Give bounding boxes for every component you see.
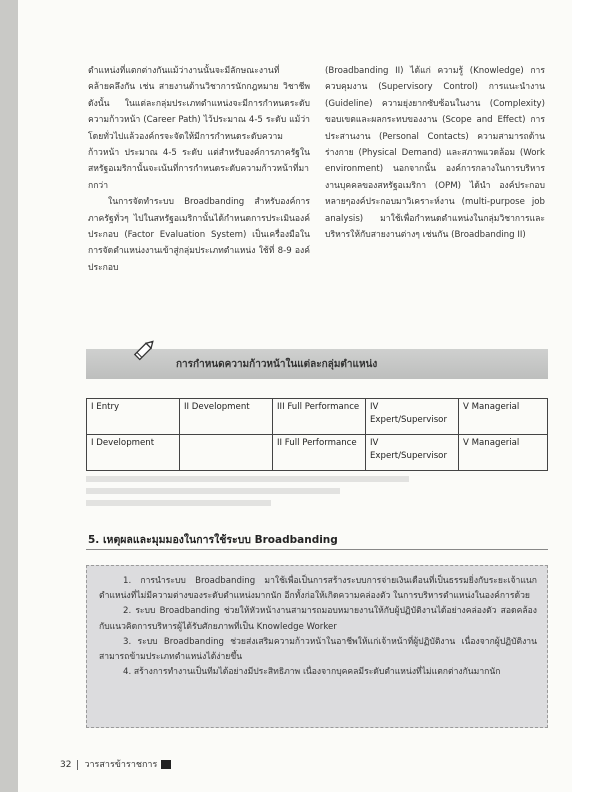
page-footer: [60, 757, 171, 771]
table-row: [87, 399, 548, 435]
journal-name: วารสารข้าราชการ: [84, 760, 158, 770]
scan-left-edge: [0, 0, 18, 792]
table-row: [87, 435, 548, 471]
right-paragraph: (Broadbanding II) ได้แก่ ความรู้ (Knowledge) การควบคุมงาน (Supervisory Control) การแนะนำงาน (Guideline) ความยุ่งยากซับซ้อนในงาน (Complexity) ขอบเขตและผลกระทบของงาน (Scope and Effect) การประสานงาน (Personal Contacts) ความสามารถด้านร่างกาย (Physical Demand) และสภาพแวดล้อม (Work environment) นอกจากนั้น องค์การกลางในการบริหารงานบุคคลของสหรัฐอเมริกา (OPM) ได้นำ องค์ประกอบหลายๆองค์ประกอบมาวิเคราะห์งาน (multi-purpose job analysis) มาใช้เพื่อกำหนดตำแหน่งในกลุ่มวิชาการและบริหารให้กับสายงานต่างๆ เช่นกัน (Broadbanding II): [325, 66, 545, 241]
section-title: 5. เหตุผลและมุมมองในการใช้ระบบ Broadbanding: [88, 534, 338, 546]
page-number: 32: [60, 760, 72, 770]
show-through-text: [86, 470, 548, 512]
table-cell: IV Expert/Supervisor: [366, 399, 459, 435]
reasons-box: [86, 565, 548, 728]
reason-item: 1. การนำระบบ Broadbanding มาใช้เพื่อเป็นการสร้างระบบการจ่ายเงินเดือนที่เป็นธรรมยิ่งกับระยะเจ้าแนกตำแหน่งที่ไม่มีความต่างของระดับตำแหน่งมากนัก อีกทั้งก่อให้เกิดความคล่องตัว ในการบริหารตำแหน่งในองค์การด้วย: [99, 576, 537, 602]
table-cell: V Managerial: [459, 435, 548, 471]
table-cell: I Entry: [87, 399, 180, 435]
scan-right-margin: [572, 0, 612, 792]
table-cell: IV Expert/Supervisor: [366, 435, 459, 471]
banner-title: การกำหนดความก้าวหน้าในแต่ละกลุ่มตำแหน่ง: [176, 359, 378, 370]
left-paragraph-1: ตำแหน่งที่แตกต่างกันแม้ว่างานนั้นจะมีลักษณะงานที่คล้ายคลึงกัน เช่น สายงานด้านวิชาการนักกฎหมาย วิชาชีพ ดังนั้น ในแต่ละกลุ่มประเภทตำแหน่งจะมีการกำหนดระดับความก้าวหน้า (Career Path) ไว้ประมาณ 4-5 ระดับ แม้ว่าโดยทั่วไปแล้วองค์กรจะจัดให้มีการกำหนดระดับความก้าวหน้า ประมาณ 4-5 ระดับ แต่สำหรับองค์การภาครัฐในสหรัฐอเมริกานั้นจะเน้นที่การกำหนดระดับความก้าวหน้าที่มากกว่า: [88, 66, 310, 191]
table-cell: II Full Performance: [273, 435, 366, 471]
table-cell: I Development: [87, 435, 180, 471]
left-paragraph-2: ในการจัดทำระบบ Broadbanding สำหรับองค์การภาครัฐทั่วๆ ไปในสหรัฐอเมริกานั้นได้กำหนดการประเมินองค์ประกอบ (Factor Evaluation System) เป็นเครื่องมือในการจัดตำแหน่งงานเข้าสู่กลุ่มประเภทตำแหน่ง ใช้ที่ 8-9 องค์ประกอบ: [88, 197, 310, 273]
reason-item: 3. ระบบ Broadbanding ช่วยส่งเสริมความก้าวหน้าในอาชีพให้แก่เจ้าหน้าที่ผู้ปฏิบัติงาน เนื่องจากผู้ปฏิบัติงานสามารถข้ามประเภทตำแหน่งได้ง่ายขึ้น: [99, 636, 537, 663]
table-cell: V Managerial: [459, 399, 548, 435]
section-divider: [86, 549, 548, 550]
pencil-icon: [129, 336, 159, 366]
table-cell: II Development: [180, 399, 273, 435]
reason-item: 4. สร้างการทำงานเป็นทีมได้อย่างมีประสิทธิภาพ เนื่องจากบุคคลมีระดับตำแหน่งที่ไม่แตกต่างกันมากนัก: [123, 667, 501, 678]
reason-item: 2. ระบบ Broadbanding ช่วยให้หัวหน้างานสามารถมอบหมายงานให้กับผู้ปฏิบัติงานได้อย่างคล่องตัว สอดคล้องกับแนวคิดการบริหารผู้ได้รับศักยภาพที่เป็น Knowledge Worker: [99, 606, 537, 632]
table-cell: III Full Performance: [273, 399, 366, 435]
career-level-table: [86, 398, 548, 471]
footer-separator: [77, 760, 78, 770]
journal-logo-mark: [161, 760, 171, 769]
left-text-column: [88, 63, 310, 276]
table-cell: [180, 435, 273, 471]
right-text-column: [325, 63, 545, 243]
